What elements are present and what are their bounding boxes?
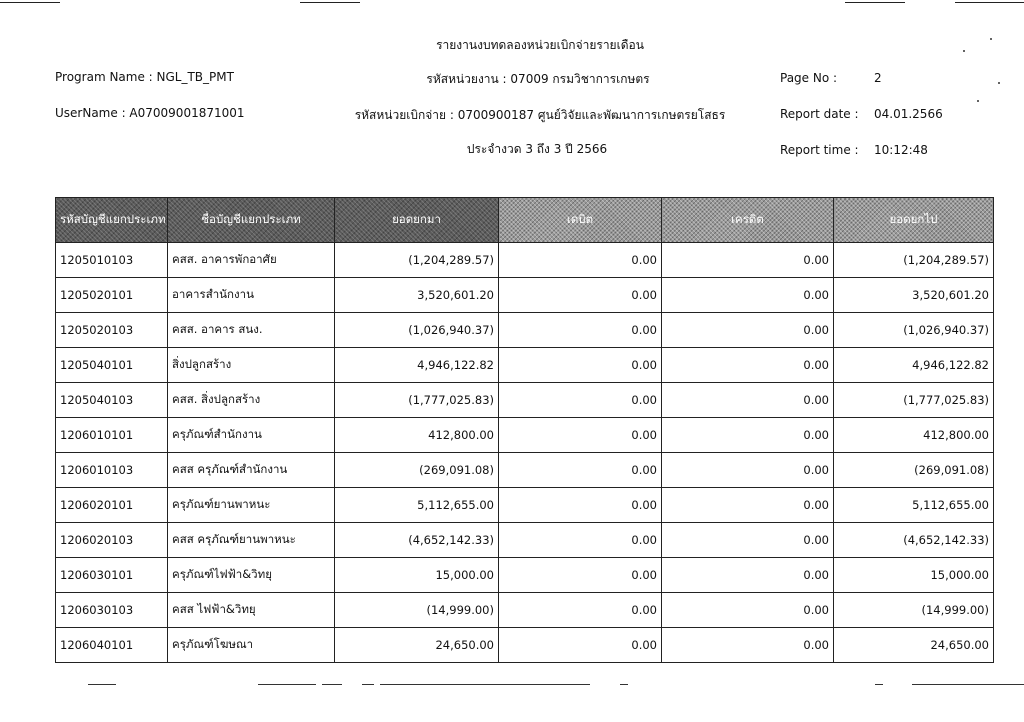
scan-speck bbox=[963, 50, 965, 52]
credit-cell: 0.00 bbox=[662, 243, 834, 278]
col-header-credit: เครดิต bbox=[662, 198, 834, 243]
top-border-line bbox=[300, 2, 360, 3]
bottom-rule bbox=[362, 684, 374, 685]
closing-balance-cell: (14,999.00) bbox=[834, 593, 994, 628]
credit-cell: 0.00 bbox=[662, 488, 834, 523]
closing-balance-cell: 24,650.00 bbox=[834, 628, 994, 663]
opening-balance-cell: 412,800.00 bbox=[335, 418, 499, 453]
table-row bbox=[56, 628, 994, 663]
program-name: Program Name : NGL_TB_PMT bbox=[55, 70, 234, 84]
account-name-cell: คสส. อาคารพักอาศัย bbox=[168, 243, 335, 278]
table-row bbox=[56, 313, 994, 348]
opening-balance-cell: 3,520,601.20 bbox=[335, 278, 499, 313]
col-header-debit: เดบิต bbox=[499, 198, 662, 243]
report-date-value: 04.01.2566 bbox=[874, 107, 943, 121]
bottom-rule bbox=[620, 684, 628, 685]
account-name-cell: ครุภัณฑ์ยานพาหนะ bbox=[168, 488, 335, 523]
bottom-rule bbox=[88, 684, 116, 685]
table-row bbox=[56, 418, 994, 453]
debit-cell: 0.00 bbox=[499, 243, 662, 278]
debit-cell: 0.00 bbox=[499, 453, 662, 488]
table-row bbox=[56, 348, 994, 383]
report-period: ประจำงวด 3 ถึง 3 ปี 2566 bbox=[466, 142, 608, 156]
account-code-cell: 1206030101 bbox=[56, 558, 168, 593]
account-code-cell: 1205020103 bbox=[56, 313, 168, 348]
opening-balance-cell: (4,652,142.33) bbox=[335, 523, 499, 558]
account-name-cell: คสส ครุภัณฑ์ยานพาหนะ bbox=[168, 523, 335, 558]
opening-balance-cell: 5,112,655.00 bbox=[335, 488, 499, 523]
scan-speck bbox=[977, 100, 979, 102]
closing-balance-cell: 5,112,655.00 bbox=[834, 488, 994, 523]
opening-balance-cell: 15,000.00 bbox=[335, 558, 499, 593]
debit-cell: 0.00 bbox=[499, 278, 662, 313]
scan-speck bbox=[990, 38, 992, 40]
closing-balance-cell: 3,520,601.20 bbox=[834, 278, 994, 313]
col-header-closing-balance: ยอดยกไป bbox=[834, 198, 994, 243]
table-row bbox=[56, 243, 994, 278]
bottom-rule bbox=[258, 684, 316, 685]
account-code-cell: 1206030103 bbox=[56, 593, 168, 628]
trial-balance-table bbox=[55, 197, 994, 663]
account-name-cell: คสส. สิ่งปลูกสร้าง bbox=[168, 383, 335, 418]
table-row bbox=[56, 278, 994, 313]
account-code-cell: 1205040101 bbox=[56, 348, 168, 383]
debit-cell: 0.00 bbox=[499, 523, 662, 558]
disbursing-unit: รหัสหน่วยเบิกจ่าย : 0700900187 ศูนย์วิจัยและพัฒนาการเกษตรยโสธร bbox=[354, 108, 726, 122]
account-name-cell: คสส ไฟฟ้า&วิทยุ bbox=[168, 593, 335, 628]
account-code-cell: 1206010103 bbox=[56, 453, 168, 488]
closing-balance-cell: 15,000.00 bbox=[834, 558, 994, 593]
top-border-line bbox=[955, 2, 1024, 3]
opening-balance-cell: 24,650.00 bbox=[335, 628, 499, 663]
bottom-rule bbox=[912, 684, 1024, 685]
opening-balance-cell: (1,026,940.37) bbox=[335, 313, 499, 348]
table-header-row bbox=[56, 198, 994, 243]
username: UserName : A07009001871001 bbox=[55, 106, 245, 120]
account-name-cell: ครุภัณฑ์ไฟฟ้า&วิทยุ bbox=[168, 558, 335, 593]
opening-balance-cell: 4,946,122.82 bbox=[335, 348, 499, 383]
credit-cell: 0.00 bbox=[662, 348, 834, 383]
table-row bbox=[56, 453, 994, 488]
debit-cell: 0.00 bbox=[499, 558, 662, 593]
opening-balance-cell: (1,777,025.83) bbox=[335, 383, 499, 418]
opening-balance-cell: (269,091.08) bbox=[335, 453, 499, 488]
report-date-label: Report date : bbox=[780, 107, 859, 121]
closing-balance-cell: 4,946,122.82 bbox=[834, 348, 994, 383]
account-name-cell: อาคารสำนักงาน bbox=[168, 278, 335, 313]
credit-cell: 0.00 bbox=[662, 558, 834, 593]
closing-balance-cell: (1,777,025.83) bbox=[834, 383, 994, 418]
table-row bbox=[56, 523, 994, 558]
col-header-account-name: ชื่อบัญชีแยกประเภท bbox=[168, 198, 335, 243]
credit-cell: 0.00 bbox=[662, 383, 834, 418]
opening-balance-cell: (14,999.00) bbox=[335, 593, 499, 628]
account-name-cell: ครุภัณฑ์โฆษณา bbox=[168, 628, 335, 663]
account-code-cell: 1206020101 bbox=[56, 488, 168, 523]
credit-cell: 0.00 bbox=[662, 593, 834, 628]
account-name-cell: คสส ครุภัณฑ์สำนักงาน bbox=[168, 453, 335, 488]
closing-balance-cell: (269,091.08) bbox=[834, 453, 994, 488]
scan-speck bbox=[998, 82, 1000, 84]
account-code-cell: 1206040101 bbox=[56, 628, 168, 663]
closing-balance-cell: (4,652,142.33) bbox=[834, 523, 994, 558]
debit-cell: 0.00 bbox=[499, 383, 662, 418]
debit-cell: 0.00 bbox=[499, 418, 662, 453]
top-border-line bbox=[0, 2, 60, 3]
bottom-rule bbox=[380, 684, 590, 685]
account-name-cell: ครุภัณฑ์สำนักงาน bbox=[168, 418, 335, 453]
account-code-cell: 1205040103 bbox=[56, 383, 168, 418]
table-row bbox=[56, 558, 994, 593]
debit-cell: 0.00 bbox=[499, 593, 662, 628]
credit-cell: 0.00 bbox=[662, 278, 834, 313]
account-name-cell: คสส. อาคาร สนง. bbox=[168, 313, 335, 348]
credit-cell: 0.00 bbox=[662, 453, 834, 488]
page-no-label: Page No : bbox=[780, 71, 838, 85]
debit-cell: 0.00 bbox=[499, 628, 662, 663]
account-code-cell: 1205010103 bbox=[56, 243, 168, 278]
credit-cell: 0.00 bbox=[662, 628, 834, 663]
credit-cell: 0.00 bbox=[662, 418, 834, 453]
report-title: รายงานงบทดลองหน่วยเบิกจ่ายรายเดือน bbox=[436, 38, 644, 52]
closing-balance-cell: (1,204,289.57) bbox=[834, 243, 994, 278]
table-row bbox=[56, 488, 994, 523]
top-border-line bbox=[845, 2, 905, 3]
account-code-cell: 1205020101 bbox=[56, 278, 168, 313]
page-no-value: 2 bbox=[874, 71, 882, 85]
debit-cell: 0.00 bbox=[499, 313, 662, 348]
agency-code: รหัสหน่วยงาน : 07009 กรมวิชาการเกษตร bbox=[426, 72, 650, 86]
credit-cell: 0.00 bbox=[662, 523, 834, 558]
table-row bbox=[56, 383, 994, 418]
account-name-cell: สิ่งปลูกสร้าง bbox=[168, 348, 335, 383]
report-time-label: Report time : bbox=[780, 143, 859, 157]
opening-balance-cell: (1,204,289.57) bbox=[335, 243, 499, 278]
bottom-rule bbox=[875, 684, 883, 685]
account-code-cell: 1206020103 bbox=[56, 523, 168, 558]
debit-cell: 0.00 bbox=[499, 348, 662, 383]
table-row bbox=[56, 593, 994, 628]
col-header-account-code: รหัสบัญชีแยกประเภท bbox=[56, 198, 168, 243]
bottom-rule bbox=[322, 684, 342, 685]
closing-balance-cell: 412,800.00 bbox=[834, 418, 994, 453]
col-header-opening-balance: ยอดยกมา bbox=[335, 198, 499, 243]
report-time-value: 10:12:48 bbox=[874, 143, 928, 157]
credit-cell: 0.00 bbox=[662, 313, 834, 348]
closing-balance-cell: (1,026,940.37) bbox=[834, 313, 994, 348]
account-code-cell: 1206010101 bbox=[56, 418, 168, 453]
debit-cell: 0.00 bbox=[499, 488, 662, 523]
